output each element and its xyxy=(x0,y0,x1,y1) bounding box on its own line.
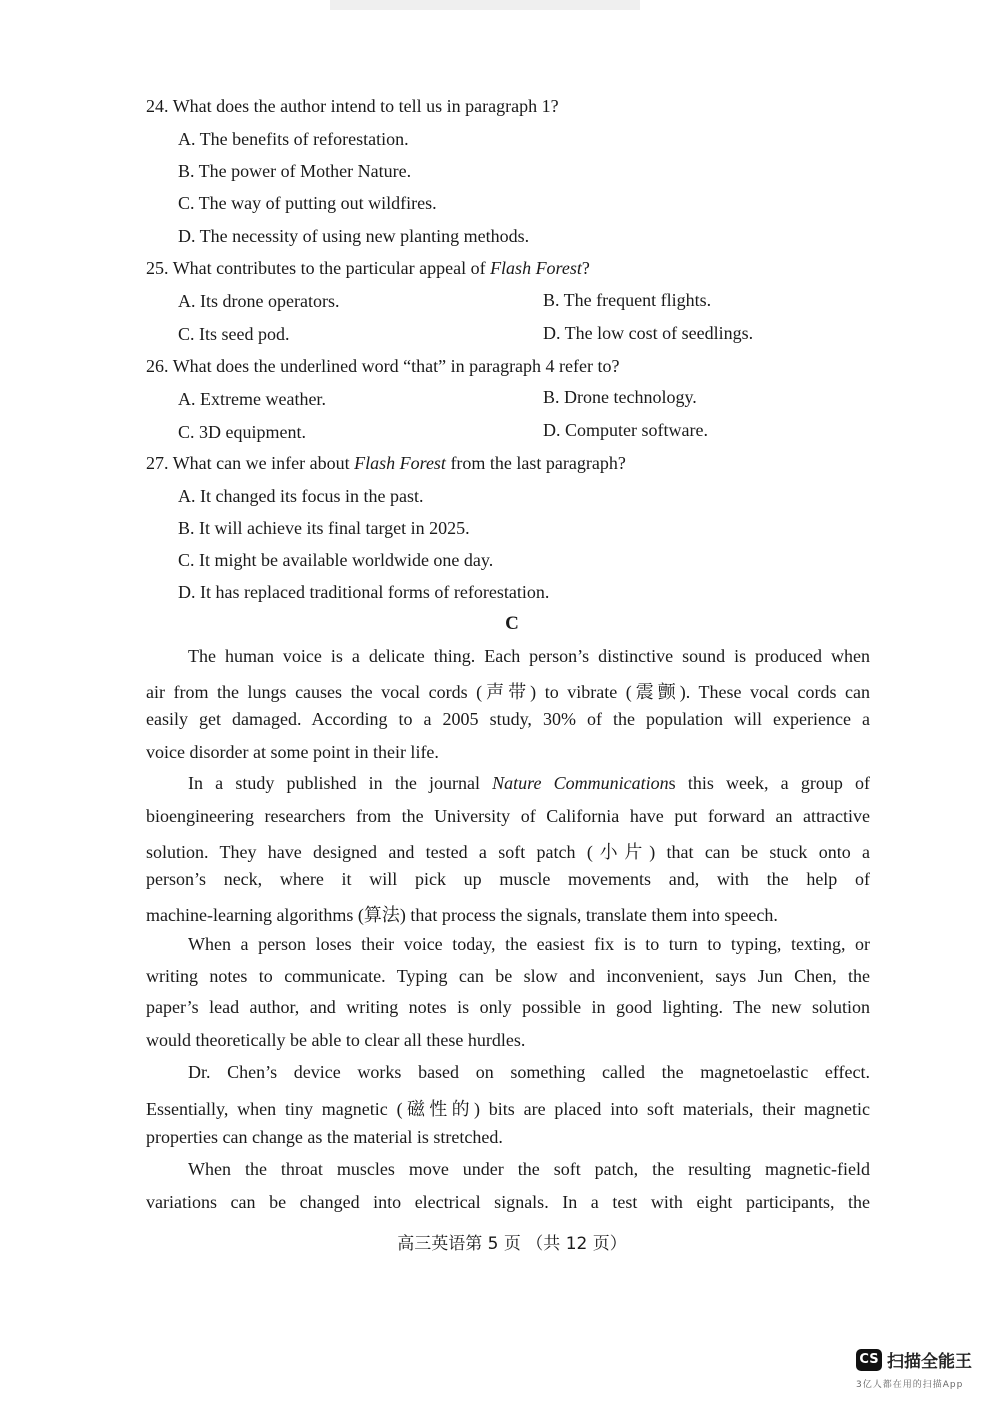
passage-line: writing notes to communicate. Typing can be slow and inconvenient, says Jun Chen, the xyxy=(146,966,870,986)
page-footer: 高三英语第 5 页 （共 12 页） xyxy=(397,1234,627,1254)
option-24-b: B. The power of Mother Nature. xyxy=(178,161,412,181)
passage-line: When the throat muscles move under the soft patch, the resulting magnetic-field xyxy=(188,1159,870,1179)
question-text: What does the underlined word “that” in paragraph 4 refer to? xyxy=(172,356,620,376)
option-25-d: D. The low cost of seedlings. xyxy=(543,323,754,343)
option-27-d: D. It has replaced traditional forms of reforestation. xyxy=(178,582,550,602)
passage-line: would theoretically be able to clear all these hurdles. xyxy=(146,1030,526,1050)
question-text: What does the author intend to tell us in paragraph 1? xyxy=(172,96,559,116)
option-27-c: C. It might be available worldwide one day. xyxy=(178,550,494,570)
question-number: 26. xyxy=(146,356,169,376)
question-text-end: from the last paragraph? xyxy=(445,453,626,473)
question-italic-title: Flash Forest xyxy=(354,453,446,473)
passage-line: machine-learning algorithms (算法) that process the signals, translate them into speech. xyxy=(146,905,778,925)
passage-line-first xyxy=(188,773,870,794)
scan-edge-mark xyxy=(330,0,640,10)
passage-line: Essentially, when tiny magnetic (磁性的) bits are placed into soft materials, their magnetic xyxy=(146,1099,870,1119)
section-label: C xyxy=(505,613,519,634)
passage-line: paper’s lead author, and writing notes is only possible in good lighting. The new solution xyxy=(146,997,870,1017)
question-number: 25. xyxy=(146,258,169,278)
option-26-a: A. Extreme weather. xyxy=(178,389,326,409)
option-24-d: D. The necessity of using new planting methods. xyxy=(178,226,530,246)
journal-title: Nature Communication xyxy=(492,773,669,793)
passage-line: easily get damaged. According to a 2005 study, 30% of the population will experience a xyxy=(146,709,870,729)
option-24-c: C. The way of putting out wildfires. xyxy=(178,193,437,213)
passage-text: In a study published in the journal xyxy=(188,773,493,793)
option-24-a: A. The benefits of reforestation. xyxy=(178,129,409,149)
question-italic-title: Flash Forest xyxy=(490,258,582,278)
question-26 xyxy=(146,356,620,377)
option-25-c: C. Its seed pod. xyxy=(178,324,290,344)
question-text-end: ? xyxy=(581,258,590,278)
option-26-c: C. 3D equipment. xyxy=(178,422,306,442)
question-number: 27. xyxy=(146,453,169,473)
passage-text: s this week, a group of xyxy=(668,773,870,793)
option-25-b: B. The frequent flights. xyxy=(543,290,712,310)
cs-logo-icon: CS xyxy=(856,1349,882,1371)
question-25 xyxy=(146,258,590,279)
option-26-b: B. Drone technology. xyxy=(543,387,697,407)
question-text: What contributes to the particular appeal of xyxy=(172,258,491,278)
scanner-app-name: 扫描全能王 xyxy=(887,1352,972,1372)
passage-line: voice disorder at some point in their life. xyxy=(146,742,439,762)
passage-line: air from the lungs causes the vocal cords (声带) to vibrate (震颤). These vocal cords can xyxy=(146,682,870,702)
passage-line: When a person loses their voice today, the easiest fix is to turn to typing, texting, or xyxy=(188,934,870,954)
scanner-logo xyxy=(856,1347,972,1372)
passage-line: person’s neck, where it will pick up muscle movements and, with the help of xyxy=(146,869,870,889)
passage-line: solution. They have designed and tested a soft patch (小片) that can be stuck onto a xyxy=(146,842,870,862)
passage-line: Dr. Chen’s device works based on something called the magnetoelastic effect. xyxy=(188,1062,870,1082)
passage-line: variations can be changed into electrical signals. In a test with eight participants, the xyxy=(146,1192,870,1212)
passage-line: The human voice is a delicate thing. Each person’s distinctive sound is produced when xyxy=(188,646,870,666)
option-27-a: A. It changed its focus in the past. xyxy=(178,486,424,506)
question-number: 24. xyxy=(146,96,169,116)
passage-line: properties can change as the material is stretched. xyxy=(146,1127,503,1147)
question-text: What can we infer about xyxy=(172,453,355,473)
scanner-tagline: 3亿人都在用的扫描App xyxy=(856,1380,964,1390)
option-26-d: D. Computer software. xyxy=(543,420,708,440)
option-27-b: B. It will achieve its final target in 2025. xyxy=(178,518,470,538)
option-25-a: A. Its drone operators. xyxy=(178,291,340,311)
passage-line: bioengineering researchers from the University of California have put forward an attractive xyxy=(146,806,870,826)
question-24 xyxy=(146,96,559,117)
question-27 xyxy=(146,453,626,474)
